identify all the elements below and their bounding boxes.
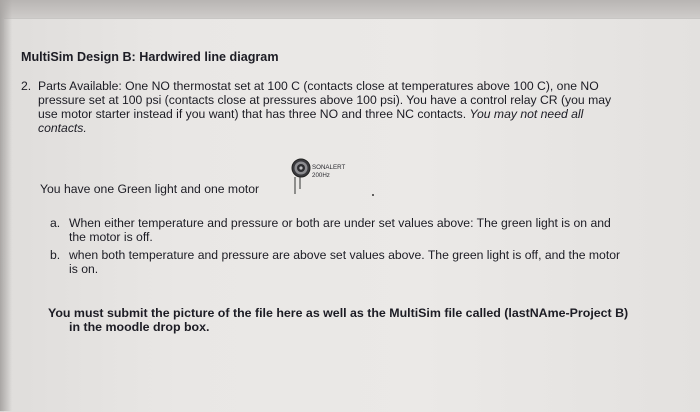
parts-line-3 <box>38 107 583 121</box>
condition-a-line-2: the motor is off. <box>69 230 153 244</box>
condition-b-line-2: is on. <box>69 262 99 276</box>
buzzer-icon <box>290 156 372 198</box>
condition-b-marker: b. <box>50 248 61 262</box>
parts-line-3-text: use motor starter instead if you want) that has three NO and three NC contacts. <box>38 107 467 121</box>
submission-line-2: in the moodle drop box. <box>69 320 210 334</box>
parts-line-4: contacts. <box>38 121 87 135</box>
parts-italic-note: You may not need all <box>469 107 584 121</box>
parts-line-1: Parts Available: One NO thermostat set at 100 C (contacts close at temperatures above 100 C), one NO <box>38 79 599 93</box>
paper-sheet <box>4 18 700 412</box>
desk-edge <box>0 0 700 18</box>
item-number: 2. <box>21 79 32 93</box>
sonalert-frequency: 200Hz <box>312 172 330 179</box>
shadow-edge <box>0 0 12 411</box>
condition-b-line-1: when both temperature and pressure are above set values above. The green light is off, and the motor <box>69 248 621 262</box>
stray-mark <box>372 194 374 196</box>
condition-a-line-1: When either temperature and pressure or both are under set values above: The green light is on and <box>69 216 611 230</box>
sonalert-brand: SONALERT <box>312 164 346 171</box>
lights-and-motor: You have one Green light and one motor <box>40 182 260 196</box>
sonalert-buzzer-image <box>290 156 372 198</box>
document-heading: MultiSim Design B: Hardwired line diagram <box>21 50 279 64</box>
condition-a-marker: a. <box>50 216 61 230</box>
parts-line-2: pressure set at 100 psi (contacts close at pressures above 100 psi). You have a control relay CR (you may <box>38 93 612 107</box>
submission-line-1: You must submit the picture of the file here as well as the MultiSim file called (lastNAme-Project B) <box>48 306 629 320</box>
